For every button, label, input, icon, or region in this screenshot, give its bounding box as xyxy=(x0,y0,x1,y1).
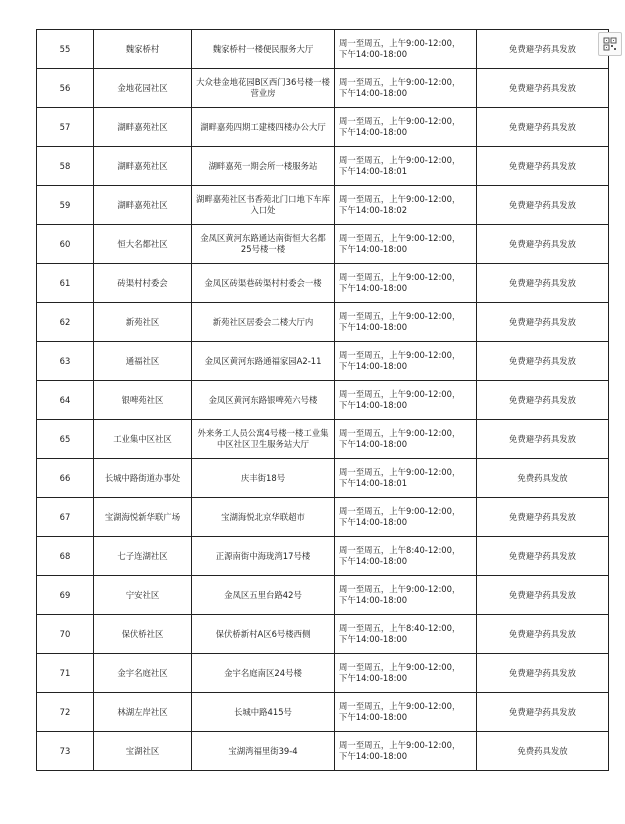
service-hours-line: 周一至周五，上午8:40-12:00， xyxy=(339,545,461,555)
service-hours-line: 周一至周五，上午8:40-12:00， xyxy=(339,623,461,633)
service-hours-line: 周一至周五，上午9:00-12:00， xyxy=(339,740,461,750)
row-number: 63 xyxy=(37,342,94,381)
community-name: 通福社区 xyxy=(94,342,192,381)
service-type: 免费避孕药具发放 xyxy=(477,498,609,537)
row-number: 70 xyxy=(37,615,94,654)
service-type: 免费药具发放 xyxy=(477,459,609,498)
service-hours xyxy=(335,342,477,381)
service-type: 免费避孕药具发放 xyxy=(477,381,609,420)
service-type: 免费避孕药具发放 xyxy=(477,30,609,69)
service-hours-line: 下午14:00-18:00 xyxy=(339,751,408,761)
service-hours-line: 下午14:00-18:01 xyxy=(339,478,408,488)
service-hours-line: 周一至周五，上午9:00-12:00， xyxy=(339,77,461,87)
address: 宝湖湾福里街39-4 xyxy=(192,732,335,771)
table-row xyxy=(37,498,609,537)
row-number: 60 xyxy=(37,225,94,264)
service-hours-line: 周一至周五，上午9:00-12:00， xyxy=(339,701,461,711)
community-name: 七子连湖社区 xyxy=(94,537,192,576)
table-row xyxy=(37,615,609,654)
service-hours-line: 周一至周五，上午9:00-12:00， xyxy=(339,155,461,165)
address: 金凤区黄河东路通福家园A2-11 xyxy=(192,342,335,381)
qr-code-button[interactable] xyxy=(598,32,622,56)
row-number: 71 xyxy=(37,654,94,693)
service-hours-line: 下午14:00-18:01 xyxy=(339,166,408,176)
row-number: 65 xyxy=(37,420,94,459)
service-type: 免费避孕药具发放 xyxy=(477,303,609,342)
table-row xyxy=(37,654,609,693)
table-row xyxy=(37,108,609,147)
community-name: 工业集中区社区 xyxy=(94,420,192,459)
service-hours xyxy=(335,654,477,693)
service-hours xyxy=(335,30,477,69)
service-hours-line: 周一至周五，上午9:00-12:00， xyxy=(339,467,461,477)
community-name: 金宇名庭社区 xyxy=(94,654,192,693)
service-hours-line: 周一至周五，上午9:00-12:00， xyxy=(339,311,461,321)
service-hours-line: 下午14:00-18:00 xyxy=(339,322,408,332)
address: 大众巷金地花园B区西门36号楼一楼营业房 xyxy=(192,69,335,108)
address: 金凤区黄河东路通达南街恒大名都25号楼一楼 xyxy=(192,225,335,264)
service-type: 免费避孕药具发放 xyxy=(477,615,609,654)
service-hours-line: 下午14:00-18:00 xyxy=(339,88,408,98)
service-hours-line: 周一至周五，上午9:00-12:00， xyxy=(339,116,461,126)
service-hours-line: 下午14:00-18:00 xyxy=(339,673,408,683)
row-number: 73 xyxy=(37,732,94,771)
community-name: 魏家桥村 xyxy=(94,30,192,69)
row-number: 59 xyxy=(37,186,94,225)
service-hours-line: 周一至周五，上午9:00-12:00， xyxy=(339,428,461,438)
row-number: 56 xyxy=(37,69,94,108)
service-hours-line: 周一至周五，上午9:00-12:00， xyxy=(339,506,461,516)
service-type: 免费药具发放 xyxy=(477,732,609,771)
community-name: 新苑社区 xyxy=(94,303,192,342)
address: 湖畔嘉苑社区书香苑北门口地下车库入口处 xyxy=(192,186,335,225)
table-row xyxy=(37,459,609,498)
service-hours-line: 周一至周五，上午9:00-12:00， xyxy=(339,38,461,48)
service-hours xyxy=(335,459,477,498)
community-name: 林湖左岸社区 xyxy=(94,693,192,732)
row-number: 57 xyxy=(37,108,94,147)
table-row xyxy=(37,537,609,576)
service-hours-line: 周一至周五，上午9:00-12:00， xyxy=(339,233,461,243)
distribution-table-wrapper xyxy=(36,29,590,771)
service-type: 免费避孕药具发放 xyxy=(477,264,609,303)
row-number: 68 xyxy=(37,537,94,576)
distribution-point-table xyxy=(36,29,609,771)
community-name: 长城中路街道办事处 xyxy=(94,459,192,498)
service-hours xyxy=(335,225,477,264)
address: 金凤区五里台路42号 xyxy=(192,576,335,615)
table-row xyxy=(37,381,609,420)
service-hours xyxy=(335,615,477,654)
service-type: 免费避孕药具发放 xyxy=(477,420,609,459)
service-hours-line: 下午14:00-18:00 xyxy=(339,712,408,722)
table-row xyxy=(37,186,609,225)
service-type: 免费避孕药具发放 xyxy=(477,342,609,381)
community-name: 湖畔嘉苑社区 xyxy=(94,108,192,147)
address: 外来务工人员公寓4号楼一楼工业集中区社区卫生服务站大厅 xyxy=(192,420,335,459)
service-type: 免费避孕药具发放 xyxy=(477,576,609,615)
table-row xyxy=(37,69,609,108)
service-hours-line: 下午14:00-18:02 xyxy=(339,205,408,215)
community-name: 恒大名都社区 xyxy=(94,225,192,264)
table-row xyxy=(37,693,609,732)
service-hours-line: 周一至周五，上午9:00-12:00， xyxy=(339,389,461,399)
community-name: 宁安社区 xyxy=(94,576,192,615)
service-hours-line: 周一至周五，上午9:00-12:00， xyxy=(339,350,461,360)
service-type: 免费避孕药具发放 xyxy=(477,225,609,264)
service-hours-line: 下午14:00-18:00 xyxy=(339,400,408,410)
address: 宝湖海悦北京华联超市 xyxy=(192,498,335,537)
table-row xyxy=(37,303,609,342)
address: 庆丰街18号 xyxy=(192,459,335,498)
qr-code-icon xyxy=(603,37,617,51)
service-hours-line: 下午14:00-18:00 xyxy=(339,49,408,59)
row-number: 64 xyxy=(37,381,94,420)
service-hours-line: 周一至周五，上午9:00-12:00， xyxy=(339,272,461,282)
table-row xyxy=(37,420,609,459)
community-name: 宝湖社区 xyxy=(94,732,192,771)
table-row xyxy=(37,30,609,69)
service-hours-line: 周一至周五，上午9:00-12:00， xyxy=(339,194,461,204)
service-hours-line: 周一至周五，上午9:00-12:00， xyxy=(339,662,461,672)
service-hours-line: 下午14:00-18:00 xyxy=(339,556,408,566)
community-name: 保伏桥社区 xyxy=(94,615,192,654)
address: 湖畔嘉苑一期会所一楼服务站 xyxy=(192,147,335,186)
service-hours-line: 下午14:00-18:00 xyxy=(339,439,408,449)
service-type: 免费避孕药具发放 xyxy=(477,69,609,108)
service-hours xyxy=(335,576,477,615)
address: 魏家桥村一楼便民服务大厅 xyxy=(192,30,335,69)
address: 金凤区砖渠巷砖渠村村委会一楼 xyxy=(192,264,335,303)
service-hours-line: 周一至周五，上午9:00-12:00， xyxy=(339,584,461,594)
service-hours xyxy=(335,732,477,771)
service-hours xyxy=(335,537,477,576)
service-hours xyxy=(335,693,477,732)
row-number: 61 xyxy=(37,264,94,303)
address: 金凤区黄河东路银啤苑六号楼 xyxy=(192,381,335,420)
service-hours xyxy=(335,498,477,537)
community-name: 银啤苑社区 xyxy=(94,381,192,420)
table-row xyxy=(37,342,609,381)
address: 长城中路415号 xyxy=(192,693,335,732)
service-hours-line: 下午14:00-18:00 xyxy=(339,127,408,137)
service-type: 免费避孕药具发放 xyxy=(477,693,609,732)
table-body xyxy=(37,30,609,771)
row-number: 66 xyxy=(37,459,94,498)
community-name: 宝湖海悦新华联广场 xyxy=(94,498,192,537)
community-name: 湖畔嘉苑社区 xyxy=(94,186,192,225)
service-hours-line: 下午14:00-18:00 xyxy=(339,244,408,254)
service-hours-line: 下午14:00-18:00 xyxy=(339,361,408,371)
service-hours xyxy=(335,420,477,459)
address: 新苑社区居委会二楼大厅内 xyxy=(192,303,335,342)
table-row xyxy=(37,732,609,771)
service-type: 免费避孕药具发放 xyxy=(477,108,609,147)
row-number: 72 xyxy=(37,693,94,732)
address: 正源南街中海珑湾17号楼 xyxy=(192,537,335,576)
table-row xyxy=(37,576,609,615)
service-hours xyxy=(335,381,477,420)
address: 湖畔嘉苑四期工建楼四楼办公大厅 xyxy=(192,108,335,147)
row-number: 62 xyxy=(37,303,94,342)
service-hours xyxy=(335,264,477,303)
service-type: 免费避孕药具发放 xyxy=(477,147,609,186)
service-hours xyxy=(335,147,477,186)
table-row xyxy=(37,225,609,264)
row-number: 58 xyxy=(37,147,94,186)
service-type: 免费避孕药具发放 xyxy=(477,186,609,225)
service-hours xyxy=(335,108,477,147)
community-name: 湖畔嘉苑社区 xyxy=(94,147,192,186)
service-hours-line: 下午14:00-18:00 xyxy=(339,517,408,527)
service-type: 免费避孕药具发放 xyxy=(477,537,609,576)
row-number: 69 xyxy=(37,576,94,615)
community-name: 砖渠村村委会 xyxy=(94,264,192,303)
address: 保伏桥新村A区6号楼西侧 xyxy=(192,615,335,654)
table-row xyxy=(37,264,609,303)
service-hours-line: 下午14:00-18:00 xyxy=(339,283,408,293)
table-row xyxy=(37,147,609,186)
service-hours xyxy=(335,69,477,108)
service-hours-line: 下午14:00-18:00 xyxy=(339,634,408,644)
row-number: 67 xyxy=(37,498,94,537)
address: 金宇名庭南区24号楼 xyxy=(192,654,335,693)
row-number: 55 xyxy=(37,30,94,69)
service-type: 免费避孕药具发放 xyxy=(477,654,609,693)
service-hours-line: 下午14:00-18:00 xyxy=(339,595,408,605)
service-hours xyxy=(335,186,477,225)
community-name: 金地花园社区 xyxy=(94,69,192,108)
service-hours xyxy=(335,303,477,342)
